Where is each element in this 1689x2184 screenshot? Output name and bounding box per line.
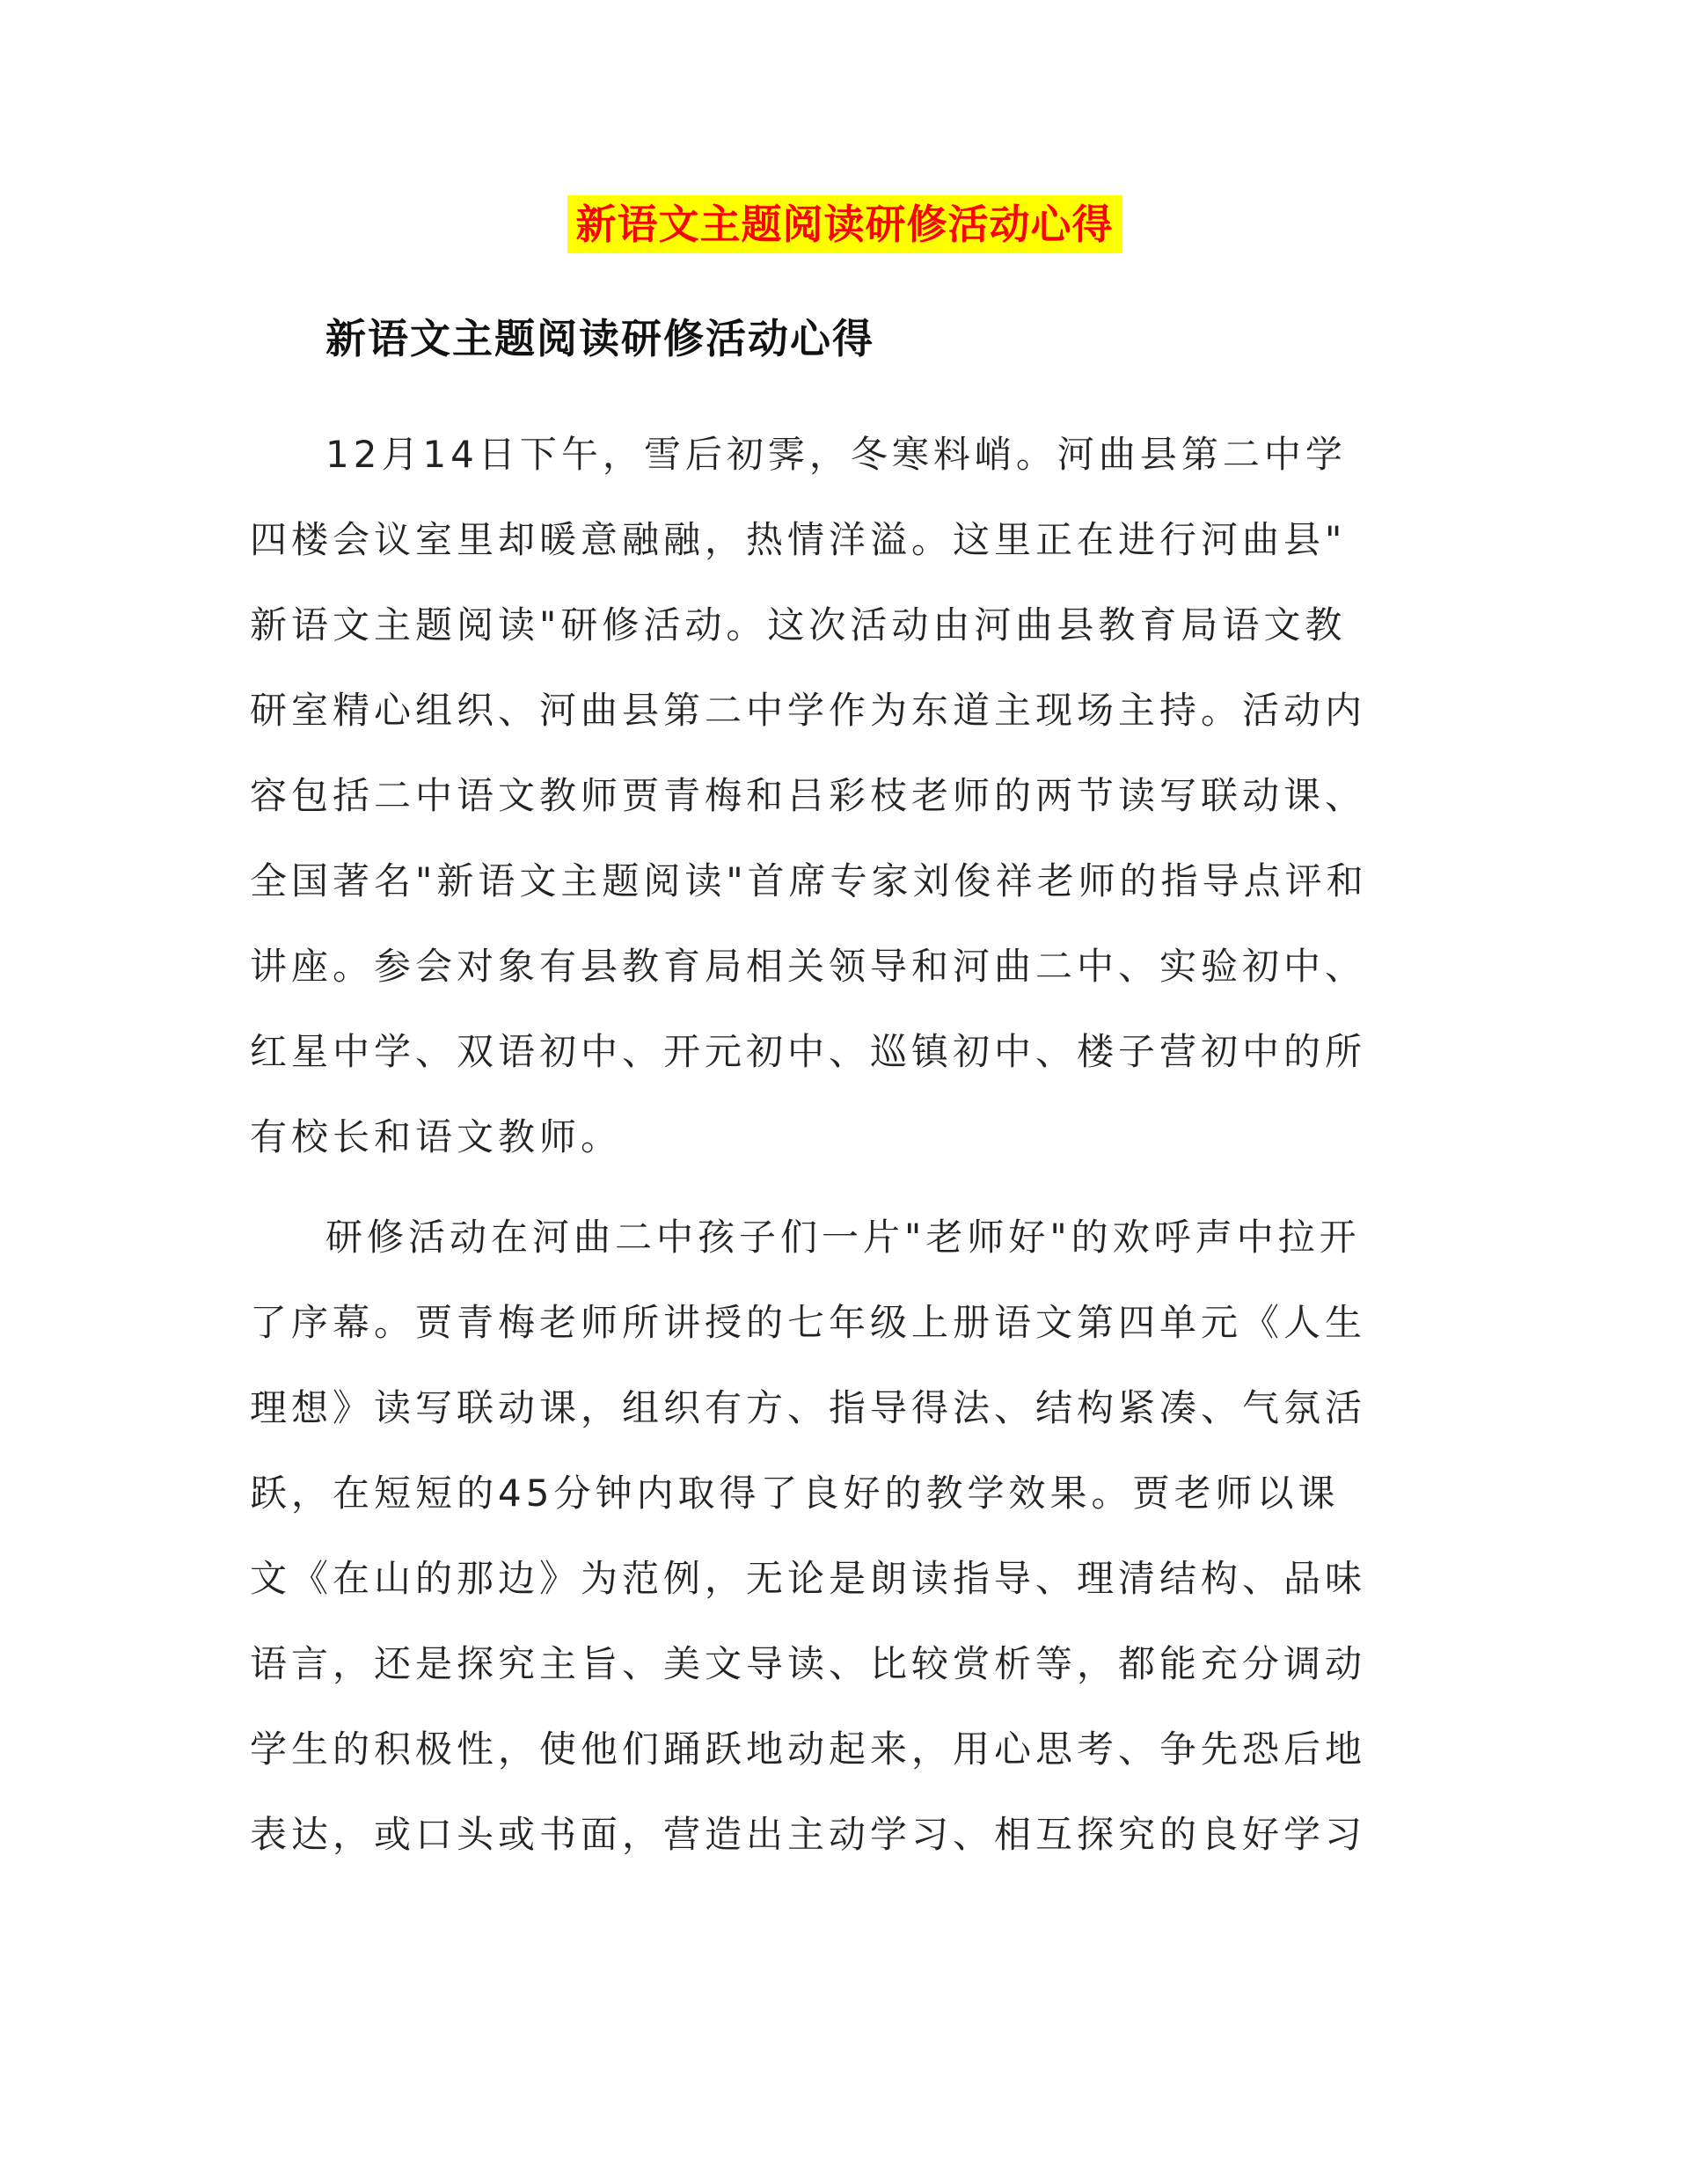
paragraph-line: 理想》读写联动课，组织有方、指导得法、结构紧凑、气氛活 <box>250 1386 1367 1429</box>
paragraph-line: 文《在山的那边》为范例，无论是朗读指导、理清结构、品味 <box>250 1557 1367 1600</box>
paragraph-line: 新语文主题阅读"研修活动。这次活动由河曲县教育局语文教 <box>250 603 1347 646</box>
paragraph-line: 四楼会议室里却暖意融融，热情洋溢。这里正在进行河曲县" <box>250 518 1347 561</box>
paragraph-line: 语言，还是探究主旨、美文导读、比较赏析等，都能充分调动 <box>250 1642 1367 1685</box>
document-subtitle: 新语文主题阅读研修活动心得 <box>325 315 874 362</box>
paragraph-line: 12月14日下午，雪后初霁，冬寒料峭。河曲县第二中学 <box>325 433 1347 476</box>
paragraph-2 <box>250 1194 1429 1877</box>
paragraph-1 <box>250 412 1429 1180</box>
paragraph-line: 研修活动在河曲二中孩子们一片"老师好"的欢呼声中拉开 <box>325 1216 1361 1259</box>
paragraph-line: 讲座。参会对象有县教育局相关领导和河曲二中、实验初中、 <box>250 945 1367 988</box>
paragraph-line: 了序幕。贾青梅老师所讲授的七年级上册语文第四单元《人生 <box>250 1301 1367 1344</box>
document-title-highlighted: 新语文主题阅读研修活动心得 <box>567 195 1122 253</box>
paragraph-line: 表达，或口头或书面，营造出主动学习、相互探究的良好学习 <box>250 1813 1367 1856</box>
paragraph-line: 有校长和语文教师。 <box>250 1115 623 1158</box>
paragraph-line: 红星中学、双语初中、开元初中、巡镇初中、楼子营初中的所 <box>250 1030 1367 1073</box>
paragraph-line: 全国著名"新语文主题阅读"首席专家刘俊祥老师的指导点评和 <box>250 859 1368 902</box>
paragraph-line: 容包括二中语文教师贾青梅和吕彩枝老师的两节读写联动课、 <box>250 774 1367 817</box>
paragraph-line: 学生的积极性，使他们踊跃地动起来，用心思考、争先恐后地 <box>250 1727 1367 1771</box>
paragraph-line: 跃，在短短的45分钟内取得了良好的教学效果。贾老师以课 <box>250 1472 1340 1515</box>
paragraph-line: 研室精心组织、河曲县第二中学作为东道主现场主持。活动内 <box>250 689 1367 732</box>
document-title-container <box>0 195 1689 253</box>
